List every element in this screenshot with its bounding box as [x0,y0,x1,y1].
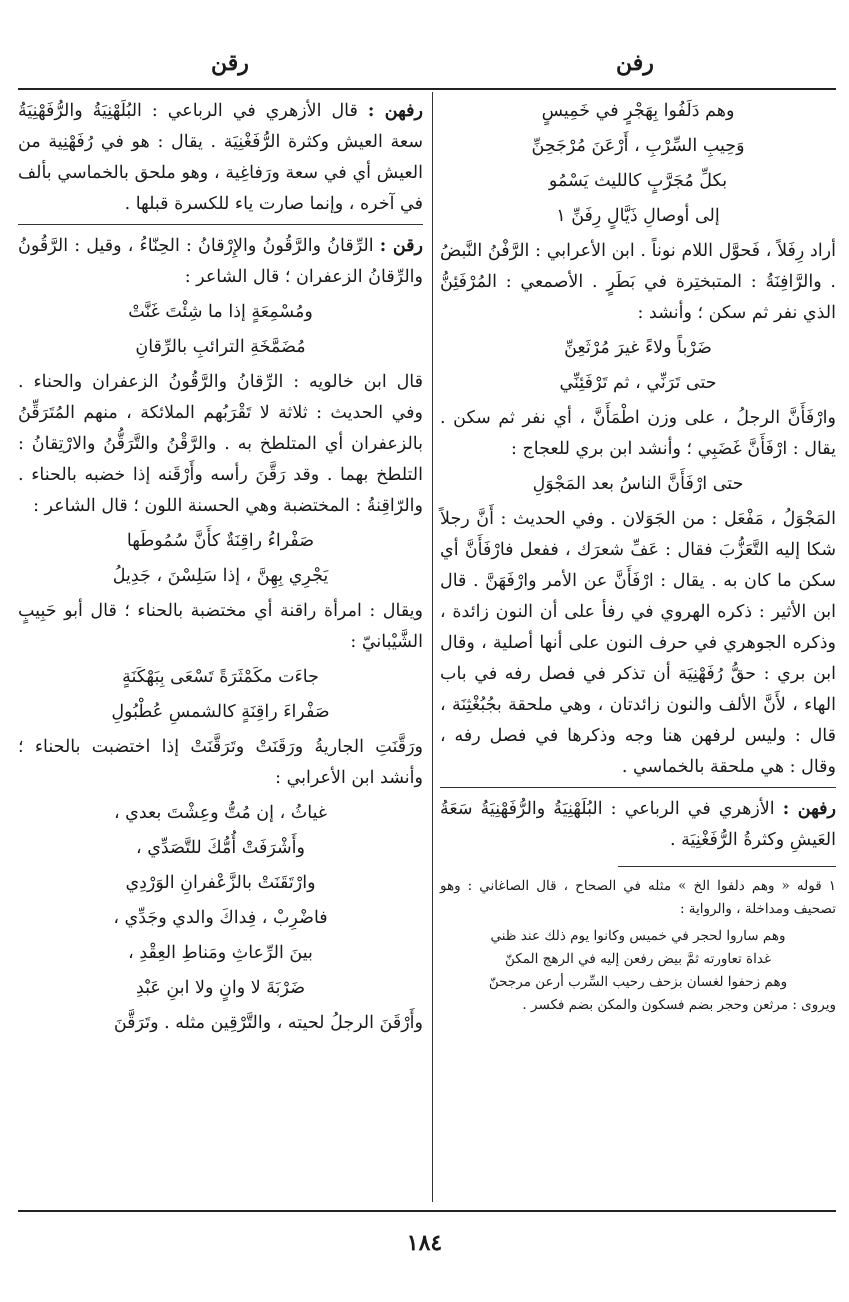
running-header-left: رقن [211,50,249,76]
paragraph: وارْفَأَنَّ الرجلُ ، على وزن اطْمَأَنَّ ، أي نفر ثم سكن . يقال : ارْفَأَنَّ غَضَبِي ؛ وأنشد ابن بري للعجاج : [440,408,836,459]
verse-line: ضَرْبَةَ لا وانٍ ولا ابنِ عَبْدِ [135,978,306,998]
verse-line: ومُسْمِعَةٍ إذا ما شِئْتَ غَنَّتْ [128,302,313,322]
right-column [440,96,836,1021]
column-divider [432,92,433,1202]
footnote-rule [618,866,836,867]
entry-text: قال الأزهري في الرباعي : البُلَهْنِيَةُ والرُّفَهْنِيَةُ سعة العيش وكثرة الرُّفَغْنِيَة . يقال : هو في رُفَهْنِية من العيش أي في سعة ورَفاغِية ، وهو ملحق بالخماسي بألف في آخره ، وإنما صارت ياء للكسرة قبلها . [18,101,423,214]
dictionary-entry [18,96,423,220]
verse-line: حتى تَرَنِّي ، ثم تَرْفَئِنِّي [559,373,717,393]
entry-headword: رفهن : [367,101,423,121]
header-rule [18,88,836,90]
dictionary-entry [18,231,423,293]
running-header-right: رفن [616,50,654,76]
paragraph: وأَرْقَنَ الرجلُ لحيته ، والتَّرْقِين مثله . وتَرَقَّنَ [113,1013,423,1033]
left-column [18,96,423,1043]
footnotes [440,875,836,1017]
paragraph: المَجْوَلُ ، مَفْعَل : من الجَوَلان . وفي الحديث : أَنَّ رجلاً شكا إليه التَّعَزُّبَ فقال : عَفِّ شعرَك ، ففعل فارْفَأَنَّ أي سكن ما كان به . يقال : ارْفَأَنَّ عن الأمر وارْفَهَنَّ . قال ابن الأثير : ذكره الهروي في رفأ على أن النون زائدة ، وذكره الجوهري في حرف النون على أنها أصلية ، وقال ابن بري : حقُّ رُفَهْنِيَة أن تذكر في فصل رفه في باب الهاء ، لأَنَّ الألف والنون زائدتان ، وهي ملحقة بجُبُغْثِنَة ، قال : وليس لرفهن هنا وجه وذكرها في فصل رفه ، وقال : هي ملحقة بالخماسي . [440,509,836,777]
verse-line: مُضَمَّخَةِ الترائبِ بالرِّقانِ [135,337,306,357]
page-number: ١٨٤ [406,1230,443,1256]
verse-line: إلى أوصالِ ذَيَّالٍ رِفَنِّ ١ [556,206,720,226]
entry-headword: رقن : [379,236,423,256]
dictionary-entry [440,794,836,856]
entry-headword: رفهن : [782,799,836,819]
footnote-verse: غداة تعاورته ثمَّ بيض رفعن إليه في الرهج المكنّ [504,951,772,967]
verse-line: وأَشْرَفَتْ أُمُّكَ للتَّصَدِّي ، [136,838,305,858]
paragraph: ورَقَّنَتِ الجاريةُ ورَقَنَتْ وتَرَقَّنَتْ إذا اختضبت بالحناء ؛ وأنشد ابن الأعرابي : [18,737,423,788]
verse-line: صَفْراءَ راقِنَةٍ كالشمسِ عُطْبُولِ [111,702,330,722]
entry-text: الرِّقانُ والرَّقُونُ والإِرْقانُ : الحِنّاءُ ، وقيل : الرَّقُونُ والرِّقانُ الزعفران ؛ قال الشاعر : [18,236,423,287]
verse-line: ضَرْباً ولاءً غيرَ مُرْثَعِنِّ [564,338,712,358]
verse-line: يَجْرِي بِهِنَّ ، إذا سَلِسْنَ ، جَدِيلُ [112,566,329,586]
verse-line: وهم دَلَفُوا بِهَجْرٍ في خَمِيسٍ [541,101,735,121]
entry-separator [440,787,836,788]
verse-line: بينَ الرِّعاثِ ومَناطِ العِقْدِ ، [128,943,313,963]
verse-line: فاضْرِبْ ، فِداكَ والدي وجَدِّي ، [113,908,328,928]
footer-rule [18,1210,836,1212]
verse-line: صَفْراءُ راقِنَةٌ كأَنَّ سُمُوطَها [126,531,315,551]
footnote-verse: وهم ساروا لحجر في خميس وكانوا يوم ذلك عند ظني [490,928,786,944]
verse-line: بكلِّ مُجَرَّبٍ كالليث يَسْمُو [548,171,728,191]
paragraph: قال ابن خالويه : الرِّقانُ والرَّقُونُ الزعفران والحناء . وفي الحديث : ثلاثة لا تَقْرَبُهم الملائكة ، منهم المُتَرَقِّنُ بالزعفران أي المتلطخ به . والرَّقْنُ والتَّرَقُّنُ والارْتِقانُ : التلطخ بهما . وقد رَقَّنَ رأسه وأَرْقَنه إذا خضبه بالحناء . والرّاقِنةُ : المختضبة وهي الحسنة اللون ؛ قال الشاعر : [18,372,423,516]
verse-line: وَحِيبِ السِّرْبِ ، أَرْعَنَ مُرْجَحِنِّ [531,136,745,156]
verse-line: وارْتَقَنَتْ بالزَّعْفرانِ الوَرْدِي [125,873,316,893]
footnote-verse: وهم زحفوا لغسان بزحف رحيب السِّرب أرعن مرجحنّ [488,974,788,990]
verse-line: غياثُ ، إن مُتُّ وعِشْتَ بعدي ، [113,803,328,823]
footnote-text: ويروى : مرثعن وحجر بضم فسكون والمكن بضم فكسر . [522,997,836,1013]
entry-separator [18,224,423,225]
footnote-text: ١ قوله « وهم دلفوا الخ » مثله في الصحاح ، قال الصاغاني : وهو تصحيف ومداخلة ، والرواية : [440,878,836,917]
paragraph: ويقال : امرأة راقنة أي مختضبة بالحناء ؛ قال أبو حَبِيبٍ الشَّيْبانيّ : [18,601,423,652]
paragraph: أراد رِفَلاً ، فَحوَّل اللام نوناً . ابن الأعرابي : الرَّفْنُ النَّبضُ . والرَّافِنَةُ : المتبختِرة في بَطَرٍ . الأصمعي : المُرْفَئِنُّ الذي نفر ثم سكن ؛ وأنشد : [440,241,836,323]
entry-text: الأزهري في الرباعي : البُلَهْنِيَةُ والرُّفَهْنِيَةُ سَعَةُ العَيشِ وكثرةُ الرُّفَغْنِيَة . [440,799,836,850]
verse-line: جاءَت مكَمْثَرَةً تَسْعَى بِبَهْكَنَةٍ [122,667,319,687]
verse-line: حتى ارْفَأَنَّ الناسُ بعد المَجْوَلِ [532,474,744,494]
